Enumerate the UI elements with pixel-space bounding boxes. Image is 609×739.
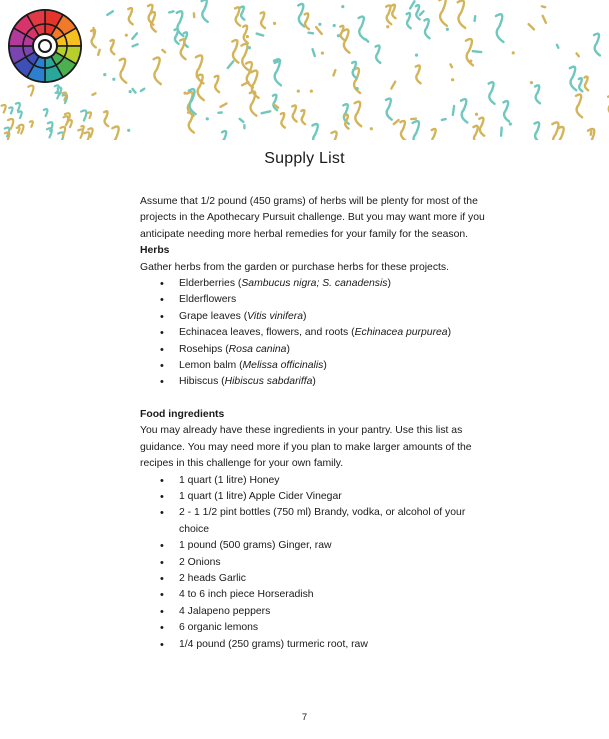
confetti-piece [125, 34, 128, 37]
confetti-piece [98, 50, 100, 55]
confetti-piece [221, 104, 227, 107]
confetti-piece [128, 8, 132, 24]
confetti-piece [141, 89, 144, 91]
color-wheel-logo [6, 7, 84, 85]
confetti-piece [413, 121, 421, 140]
confetti-piece [543, 16, 546, 23]
confetti-piece [112, 78, 115, 81]
confetti-piece [400, 121, 405, 140]
confetti-piece [503, 101, 509, 121]
confetti-piece [44, 109, 48, 116]
confetti-piece [202, 0, 208, 22]
confetti-piece [469, 59, 472, 62]
list-item: • 1 quart (1 litre) Apple Cider Vinegar [140, 489, 485, 505]
confetti-piece [376, 46, 381, 63]
confetti-piece [88, 112, 91, 118]
list-item: • 2 - 1 1/2 pint bottles (750 ml) Brandy, vodka, or alcohol of your choice [140, 505, 485, 538]
confetti-piece [355, 102, 362, 127]
confetti-piece [305, 13, 309, 29]
confetti-piece [248, 46, 251, 49]
confetti-piece [310, 90, 313, 93]
confetti-piece [439, 0, 446, 26]
confetti-piece [273, 22, 276, 25]
confetti-piece [104, 111, 108, 126]
confetti-piece [530, 81, 533, 84]
confetti-piece [451, 78, 454, 81]
confetti-piece [416, 5, 420, 19]
confetti-piece [228, 61, 233, 68]
confetti-piece [246, 35, 249, 38]
confetti-piece [535, 122, 541, 140]
confetti-piece [120, 59, 127, 83]
confetti-piece [93, 93, 96, 95]
herbs-list [140, 276, 485, 391]
confetti-piece [576, 94, 582, 117]
list-item: • Elderflowers [140, 292, 485, 308]
confetti-piece [240, 119, 244, 122]
confetti-piece [394, 120, 399, 124]
confetti-piece [241, 7, 245, 20]
list-item: • 1/4 pound (250 grams) turmeric root, raw [140, 637, 485, 653]
confetti-piece [107, 11, 113, 15]
confetti-piece [333, 24, 336, 27]
intro-paragraph: Assume that 1/2 pound (450 grams) of herbs will be plenty for most of the projects in the Apothecary Pursuit challenge. But you may want more if you anticipate needing more herbal remedies for your family for the season. [140, 196, 485, 240]
confetti-piece [577, 53, 579, 56]
confetti-piece [461, 99, 467, 122]
list-item: • 2 Onions [140, 555, 485, 571]
herbs-heading: Herbs [140, 245, 170, 257]
confetti-piece [84, 132, 89, 140]
confetti-piece [340, 26, 344, 40]
list-item: • Echinacea leaves, flowers, and roots (Echinacea purpurea) [140, 325, 485, 341]
confetti-piece [28, 86, 33, 96]
confetti-piece [127, 129, 130, 132]
confetti-piece [424, 19, 429, 38]
confetti-piece [591, 131, 592, 134]
section-spacer [140, 391, 485, 407]
confetti-piece [241, 44, 248, 70]
confetti-piece [196, 75, 199, 78]
confetti-piece [473, 126, 478, 140]
confetti-piece [281, 113, 285, 128]
confetti-piece [63, 116, 68, 125]
food-description: You may already have these ingredients in your pantry. Use this list as guidance. You may need more if you plan to make larger amounts of the recipes in this challenge for your own family. [140, 425, 472, 470]
confetti-piece [391, 82, 395, 89]
confetti-piece [18, 111, 21, 118]
confetti-piece [129, 90, 132, 93]
confetti-piece [301, 110, 305, 124]
list-item: • 1 quart (1 litre) Honey [140, 473, 485, 489]
confetti-piece [579, 78, 583, 91]
list-item: • Lemon balm (Melissa officinalis) [140, 358, 485, 374]
list-item: • Hibiscus (Hibiscus sabdariffa) [140, 374, 485, 390]
confetti-piece [453, 106, 454, 115]
list-item: • 1 pound (500 grams) Ginger, raw [140, 538, 485, 554]
confetti-piece [316, 27, 322, 34]
confetti-piece [473, 51, 481, 52]
confetti-piece [442, 119, 446, 120]
confetti-piece [321, 51, 324, 54]
confetti-piece [584, 77, 588, 91]
confetti-piece [386, 5, 391, 24]
confetti-piece [261, 12, 265, 28]
confetti-piece [30, 121, 33, 127]
confetti-piece [475, 16, 476, 21]
confetti-piece [313, 49, 315, 56]
confetti-piece [343, 29, 349, 52]
confetti-piece [169, 11, 173, 12]
confetti-piece [262, 111, 271, 113]
confetti-piece [2, 105, 6, 113]
list-item: • 2 heads Garlic [140, 571, 485, 587]
confetti-piece [386, 25, 389, 28]
confetti-piece [318, 23, 321, 26]
page-number: 7 [301, 712, 308, 723]
confetti-piece [392, 5, 396, 18]
confetti-piece [509, 122, 512, 125]
confetti-piece [345, 115, 349, 129]
confetti-banner [0, 0, 609, 140]
confetti-piece [352, 62, 357, 79]
confetti-piece [162, 50, 165, 52]
confetti-piece [206, 117, 209, 120]
confetti-piece [298, 4, 304, 27]
confetti-piece [9, 107, 12, 113]
confetti-piece [542, 6, 545, 7]
confetti-piece [78, 129, 82, 137]
list-item: • Grape leaves (Vitis vinifera) [140, 309, 485, 325]
confetti-piece [183, 92, 186, 95]
confetti-piece [512, 51, 515, 54]
confetti-piece [356, 87, 359, 90]
confetti-piece [56, 92, 59, 98]
list-item: • 6 organic lemons [140, 620, 485, 636]
confetti-piece [312, 124, 318, 140]
confetti-piece [552, 122, 559, 140]
confetti-piece [250, 92, 257, 116]
page-title: Supply List [264, 150, 345, 167]
confetti-piece [432, 129, 437, 140]
confetti-piece [16, 103, 20, 111]
document-body [140, 194, 485, 653]
confetti-decoration [0, 0, 609, 140]
confetti-piece [112, 127, 120, 140]
confetti-piece [558, 127, 565, 140]
confetti-piece [370, 127, 373, 130]
confetti-piece [292, 105, 296, 121]
confetti-piece [359, 17, 365, 40]
confetti-piece [501, 128, 502, 136]
list-item: • Elderberries (Sambucus nigra; S. canadensis) [140, 276, 485, 292]
confetti-piece [341, 5, 344, 8]
confetti-piece [215, 76, 219, 92]
list-item: • Rosehips (Rosa canina) [140, 342, 485, 358]
confetti-piece [257, 34, 263, 36]
confetti-piece [407, 13, 411, 28]
confetti-piece [570, 67, 576, 91]
confetti-piece [420, 11, 424, 15]
list-item: • 4 to 6 inch piece Horseradish [140, 587, 485, 603]
confetti-piece [458, 1, 465, 28]
confetti-piece [133, 44, 138, 46]
confetti-piece [308, 33, 313, 34]
confetti-piece [232, 40, 238, 63]
confetti-piece [81, 110, 86, 120]
confetti-piece [557, 45, 558, 48]
color-wheel-icon [6, 7, 84, 85]
confetti-piece [410, 1, 414, 8]
confetti-piece [110, 40, 114, 54]
confetti-piece [479, 118, 484, 136]
confetti-piece [235, 7, 240, 25]
confetti-piece [450, 64, 452, 67]
confetti-piece [496, 14, 504, 42]
list-item: • 4 Jalapeno peppers [140, 604, 485, 620]
confetti-piece [416, 66, 421, 84]
confetti-piece [386, 99, 392, 120]
confetti-piece [535, 85, 540, 103]
food-list [140, 473, 485, 653]
confetti-piece [415, 54, 418, 57]
confetti-piece [333, 70, 335, 75]
confetti-piece [180, 39, 185, 59]
food-heading: Food ingredients [140, 408, 225, 420]
confetti-piece [94, 28, 95, 36]
confetti-piece [154, 58, 161, 85]
herbs-description: Gather herbs from the garden or purchase herbs for these projects. [140, 261, 449, 273]
confetti-piece [332, 132, 338, 140]
wheel-center [39, 40, 51, 52]
confetti-piece [132, 33, 137, 38]
confetti-piece [529, 24, 534, 29]
confetti-piece [17, 127, 20, 132]
confetti-piece [446, 28, 449, 31]
confetti-piece [243, 26, 248, 43]
confetti-piece [594, 34, 600, 56]
confetti-piece [222, 131, 227, 140]
confetti-piece [475, 113, 478, 116]
confetti-piece [489, 82, 495, 104]
confetti-piece [175, 29, 179, 44]
confetti-piece [133, 89, 136, 93]
confetti-piece [103, 73, 106, 76]
confetti-piece [297, 90, 300, 93]
